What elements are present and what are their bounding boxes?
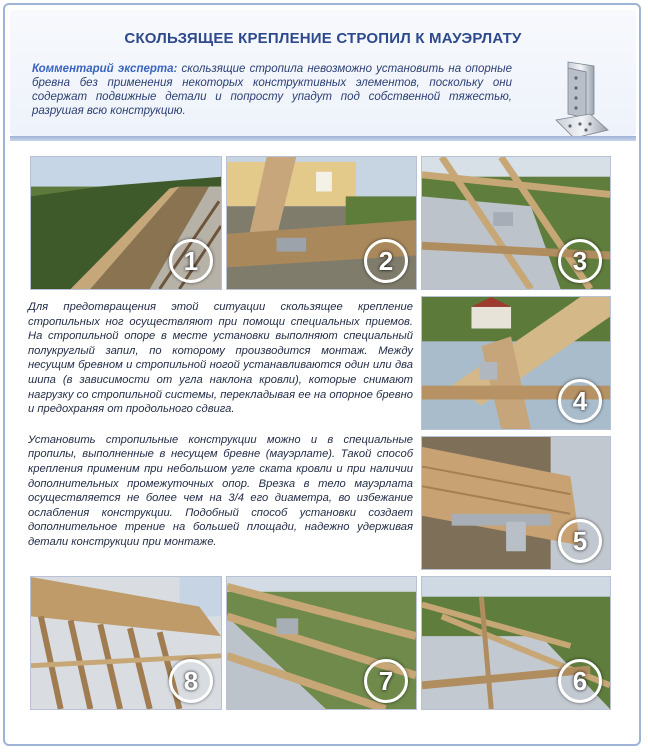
header-panel [10, 10, 636, 136]
photo-7 [226, 576, 417, 710]
comment-label: Комментарий эксперта: [32, 63, 178, 75]
photo-number-4: 4 [558, 379, 602, 423]
photo-number-6: 6 [558, 659, 602, 703]
photo-1 [30, 156, 222, 290]
header-divider [10, 136, 636, 141]
photo-number-7: 7 [364, 659, 408, 703]
photo-number-5: 5 [558, 519, 602, 563]
comment-text: скользящие стропила невозможно установить на опорные бревна без применения некоторых конструктивных элементов, поскольку они содержат подвижные детали и попросту упадут под собственной тяжестью, разрушая всю конструкцию. [32, 63, 512, 117]
photo-4 [421, 296, 611, 430]
article-text [28, 300, 413, 572]
photo-5 [421, 436, 611, 570]
photo-number-8: 8 [169, 659, 213, 703]
expert-comment [32, 62, 512, 118]
photo-number-2: 2 [364, 239, 408, 283]
paragraph-1: Для предотвращения этой ситуации скользящее крепление стропильных ног осуществляют при помощи специальных приемов. На стропильной опоре в месте установки выполняют специальный полукруглый запил, по которому производится монтаж. Между несущим бревном и стропильной ногой устанавливаются один или два шипа (в зависимости от угла наклона кровли), которые снимают нагрузку со стропильной системы, перекладывая ее на опорное бревно и предохраняя от продольного сдвига. [28, 301, 413, 416]
photo-2 [226, 156, 417, 290]
photo-6 [421, 576, 611, 710]
photo-3 [421, 156, 611, 290]
photo-number-3: 3 [558, 239, 602, 283]
page-title: СКОЛЬЗЯЩЕЕ КРЕПЛЕНИЕ СТРОПИЛ К МАУЭРЛАТУ [124, 30, 522, 47]
paragraph-2: Установить стропильные конструкции можно и в специальные пропилы, выполненные в несущем бревне (мауэрлате). Такой способ крепления применим при небольшом угле ската кровли и при наличии дополнительных промежуточных опор. Врезка в тело мауэрлата осуществляется не более чем на 3/4 его диаметра, во избежание ослабления конструкции. Подобный способ установки создает дополнительное трение на большей площади, надежно удерживая детали конструкции при монтаже. [28, 433, 413, 548]
photo-number-1: 1 [169, 239, 213, 283]
photo-8 [30, 576, 222, 710]
